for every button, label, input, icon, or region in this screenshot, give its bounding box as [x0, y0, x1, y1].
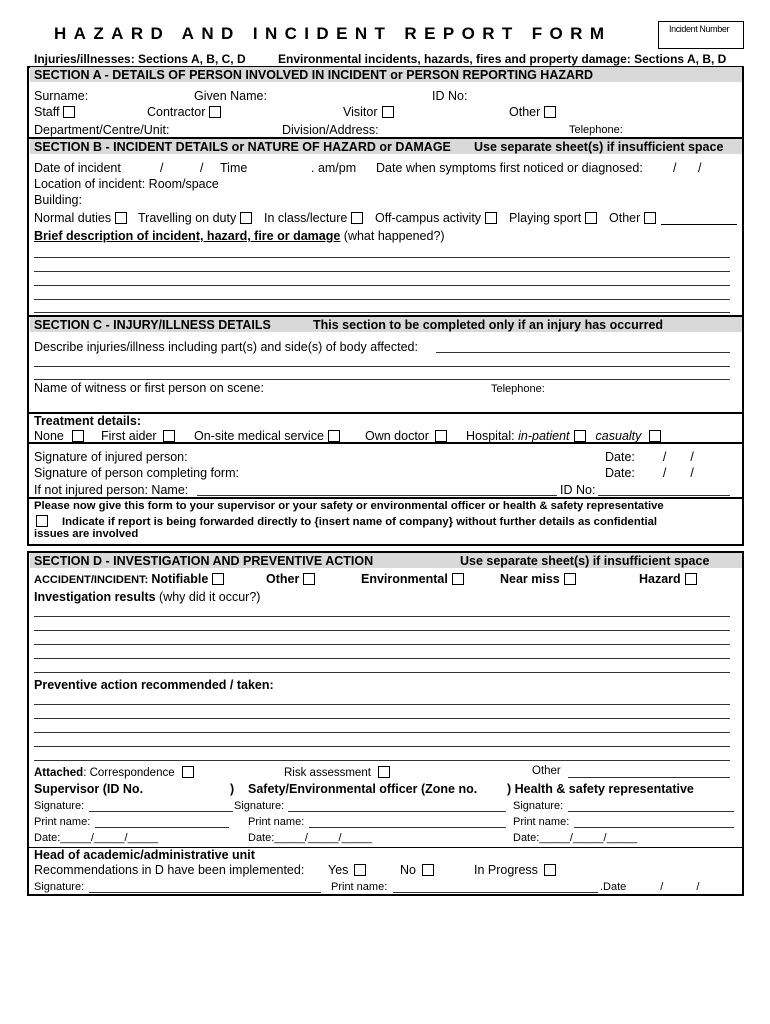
risk-option[interactable]: [284, 766, 390, 780]
own-doctor-label: Own doctor: [365, 429, 429, 443]
supervisor-close: ): [230, 782, 235, 796]
contractor-label: Contractor: [147, 105, 206, 119]
head-date: [600, 882, 699, 893]
telephone-label: Telephone:: [569, 124, 623, 136]
investigation-line[interactable]: [34, 672, 730, 673]
date-slash: /: [660, 881, 664, 893]
playing-sport-option[interactable]: [509, 212, 597, 225]
playing-sport-label: Playing sport: [509, 211, 582, 225]
off-campus-checkbox[interactable]: [485, 212, 497, 224]
given-name-label: Given Name:: [194, 89, 267, 103]
preventive-line[interactable]: [34, 704, 730, 705]
description-line[interactable]: [34, 285, 730, 286]
supervisor-label: Supervisor (ID No.: [34, 782, 144, 796]
intro-environmental: Environmental incidents, hazards, fires and property damage: Sections A, B, D: [278, 52, 727, 66]
witness-telephone-label: Telephone:: [491, 383, 545, 395]
investigation-heading: [34, 591, 260, 604]
risk-checkbox[interactable]: [378, 766, 390, 778]
safety-officer-label: Safety/Environmental officer (Zone no.: [248, 782, 478, 796]
in-progress-checkbox[interactable]: [544, 864, 556, 876]
first-aider-label: First aider: [101, 429, 157, 443]
sig-completing-date: Date: / /: [605, 466, 694, 480]
supervisor-signature-label: Signature:: [34, 800, 85, 812]
preventive-line[interactable]: [34, 760, 730, 761]
other-incident-label: Other: [609, 211, 641, 225]
section-c-header: SECTION C - INJURY/ILLNESS DETAILS: [34, 318, 271, 332]
in-class-checkbox[interactable]: [351, 212, 363, 224]
no-checkbox[interactable]: [422, 864, 434, 876]
intro-injuries: Injuries/illnesses: Sections A, B, C, D: [34, 52, 246, 66]
environmental-checkbox[interactable]: [452, 573, 464, 585]
date-label: Date:: [605, 466, 635, 480]
if-not-injured-label: If not injured person: Name:: [34, 483, 189, 497]
notice-line2: Indicate if report is being forwarded directly to {insert name of company} without further details as confidential: [62, 516, 658, 528]
describe-injuries-label: Describe injuries/illness including part(s) and side(s) of body affected:: [34, 340, 418, 354]
not-injured-id-label: ID No:: [560, 483, 596, 497]
none-checkbox[interactable]: [72, 430, 84, 442]
section-b-note: Use separate sheet(s) if insufficient space: [474, 140, 724, 154]
section-d-header: SECTION D - INVESTIGATION AND PREVENTIVE ACTION: [34, 554, 374, 568]
in-patient-checkbox[interactable]: [574, 430, 586, 442]
rep-print-line[interactable]: [574, 827, 734, 828]
correspondence-option[interactable]: [34, 766, 194, 780]
near-miss-label: Near miss: [500, 572, 560, 586]
date-slash: /: [200, 161, 204, 175]
environmental-label: Environmental: [361, 572, 448, 586]
preventive-line[interactable]: [34, 732, 730, 733]
travelling-label: Travelling on duty: [138, 211, 237, 225]
other-incident-checkbox[interactable]: [644, 212, 656, 224]
department-label: Department/Centre/Unit:: [34, 123, 170, 137]
hazard-label: Hazard: [639, 572, 681, 586]
description-line[interactable]: [34, 312, 730, 313]
date-slash: /: [698, 161, 702, 175]
head-unit-heading: Head of academic/administrative unit: [34, 848, 255, 862]
other-incident-line[interactable]: [661, 224, 737, 225]
head-print-line[interactable]: [393, 892, 598, 893]
sig-injured-label: Signature of injured person:: [34, 450, 188, 464]
description-line[interactable]: [34, 271, 730, 272]
first-aider-option[interactable]: [101, 430, 175, 443]
first-aider-checkbox[interactable]: [163, 430, 175, 442]
forward-checkbox[interactable]: [36, 515, 48, 527]
officer-signature-label: Signature:: [234, 800, 285, 812]
hospital-label: Hospital:: [466, 429, 519, 443]
in-progress-label: In Progress: [474, 863, 538, 877]
section-b-header: SECTION B - INCIDENT DETAILS or NATURE OF HAZARD or DAMAGE: [34, 140, 451, 154]
off-campus-label: Off-campus activity: [375, 211, 482, 225]
contractor-checkbox[interactable]: [209, 106, 221, 118]
supervisor-print-line[interactable]: [95, 827, 229, 828]
other-option[interactable]: [509, 106, 556, 119]
yes-checkbox[interactable]: [354, 864, 366, 876]
yes-option[interactable]: [328, 864, 366, 877]
environmental-option[interactable]: [361, 573, 464, 586]
onsite-option[interactable]: [194, 430, 340, 443]
notice-line1: Please now give this form to your supervisor or your safety or environmental officer or health & safety representative: [34, 500, 664, 512]
surname-label: Surname:: [34, 89, 89, 103]
other-type-checkbox[interactable]: [303, 573, 315, 585]
normal-duties-label: Normal duties: [34, 211, 112, 225]
recommendations-label: Recommendations in D have been implemented:: [34, 863, 305, 877]
not-injured-name-line[interactable]: [197, 495, 557, 496]
staff-option[interactable]: [34, 106, 75, 119]
rep-signature-label: Signature:: [513, 800, 564, 812]
in-class-option[interactable]: [264, 212, 363, 225]
hospital-option[interactable]: [466, 430, 661, 443]
date-slash: /: [673, 161, 677, 175]
onsite-label: On-site medical service: [194, 429, 324, 443]
date-symptoms-label: Date when symptoms first noticed or diagnosed:: [376, 161, 643, 175]
date-slash: /: [160, 161, 164, 175]
correspondence-label: : Correspondence: [83, 767, 175, 779]
own-doctor-option[interactable]: [365, 430, 447, 443]
off-campus-option[interactable]: [375, 212, 497, 225]
officer-print-label: Print name:: [248, 816, 305, 828]
rep-print-label: Print name:: [513, 816, 570, 828]
other-attached-label: Other: [532, 765, 561, 777]
onsite-checkbox[interactable]: [328, 430, 340, 442]
notifiable-checkbox[interactable]: [212, 573, 224, 585]
in-class-label: In class/lecture: [264, 211, 348, 225]
date-label: Date:: [605, 450, 635, 464]
sig-injured-date: Date: / /: [605, 450, 694, 464]
travelling-option[interactable]: [138, 212, 252, 225]
investigation-line[interactable]: [34, 658, 730, 659]
preventive-heading: Preventive action recommended / taken:: [34, 678, 274, 692]
contractor-option[interactable]: [147, 106, 221, 119]
form-title: HAZARD AND INCIDENT REPORT FORM: [54, 24, 612, 43]
officer-date[interactable]: Date:_____/_____/_____: [248, 832, 373, 844]
officer-print-line[interactable]: [309, 827, 506, 828]
visitor-option[interactable]: [343, 106, 394, 119]
rep-signature-line[interactable]: [568, 811, 734, 812]
attached-label: Attached: [34, 767, 84, 779]
what-happened-label: (what happened?): [340, 229, 445, 243]
supervisor-print-label: Print name:: [34, 816, 91, 828]
travelling-checkbox[interactable]: [240, 212, 252, 224]
not-injured-id-line[interactable]: [598, 495, 730, 496]
none-label: None: [34, 429, 64, 443]
investigation-line[interactable]: [34, 630, 730, 631]
ampm-label: . am/pm: [311, 161, 357, 175]
division-label: Division/Address:: [282, 123, 379, 137]
investigation-line[interactable]: [34, 644, 730, 645]
incident-number-box[interactable]: [658, 21, 744, 49]
head-signature-label: Signature:: [34, 881, 85, 893]
other-attached-line[interactable]: [568, 777, 730, 778]
date-of-incident-label: Date of incident: [34, 161, 121, 175]
notice-line2-row: [34, 515, 657, 528]
sig-completing-label: Signature of person completing form:: [34, 466, 239, 480]
normal-duties-checkbox[interactable]: [115, 212, 127, 224]
description-line[interactable]: [34, 299, 730, 300]
preventive-line[interactable]: [34, 718, 730, 719]
head-date-label: .Date: [600, 881, 627, 893]
near-miss-checkbox[interactable]: [564, 573, 576, 585]
describe-injuries-line[interactable]: [436, 352, 730, 353]
head-print-label: Print name:: [331, 881, 388, 893]
location-label: Location of incident: Room/space: [34, 177, 219, 191]
other-type-label: Other: [266, 572, 300, 586]
injury-line[interactable]: [34, 366, 730, 367]
officer-signature-line[interactable]: [288, 811, 506, 812]
accident-incident-label: ACCIDENT/INCIDENT:: [34, 574, 152, 586]
investigation-label: Investigation results: [34, 590, 156, 604]
section-c-note: This section to be completed only if an injury has occurred: [313, 318, 664, 332]
in-patient-label: in-patient: [518, 429, 570, 443]
section-a-header: SECTION A - DETAILS OF PERSON INVOLVED IN INCIDENT or PERSON REPORTING HAZARD: [34, 68, 594, 82]
description-line[interactable]: [34, 257, 730, 258]
visitor-checkbox[interactable]: [382, 106, 394, 118]
incident-number-label: Incident Number: [669, 24, 730, 34]
witness-label: Name of witness or first person on scene:: [34, 381, 264, 395]
section-d-note: Use separate sheet(s) if insufficient space: [460, 554, 710, 568]
casualty-checkbox[interactable]: [649, 430, 661, 442]
why-label: (why did it occur?): [155, 590, 261, 604]
brief-description-heading: [34, 230, 445, 243]
in-progress-option[interactable]: [474, 864, 556, 877]
visitor-label: Visitor: [343, 105, 378, 119]
other-type-option[interactable]: [266, 573, 315, 586]
no-option[interactable]: [400, 864, 434, 877]
own-doctor-checkbox[interactable]: [435, 430, 447, 442]
none-option[interactable]: [34, 430, 84, 443]
head-signature-line[interactable]: [89, 892, 321, 893]
yes-label: Yes: [328, 863, 349, 877]
treatment-heading: Treatment details:: [34, 414, 141, 428]
staff-label: Staff: [34, 105, 60, 119]
brief-description-label: Brief description of incident, hazard, fire or damage: [34, 229, 341, 243]
building-label: Building:: [34, 193, 82, 207]
hazard-option[interactable]: [639, 573, 697, 586]
notifiable-label: Notifiable: [151, 572, 209, 586]
staff-checkbox[interactable]: [63, 106, 75, 118]
other-label: Other: [509, 105, 541, 119]
investigation-line[interactable]: [34, 616, 730, 617]
time-label: Time: [220, 161, 248, 175]
rep-date[interactable]: Date:_____/_____/_____: [513, 832, 638, 844]
casualty-label: casualty: [595, 429, 642, 443]
hs-rep-label: ) Health & safety representative: [507, 782, 694, 796]
other-incident-option[interactable]: [609, 212, 656, 225]
supervisor-signature-line[interactable]: [89, 811, 233, 812]
preventive-line[interactable]: [34, 746, 730, 747]
injury-line[interactable]: [34, 379, 730, 380]
other-checkbox[interactable]: [544, 106, 556, 118]
id-no-label: ID No:: [432, 89, 468, 103]
normal-duties-option[interactable]: [34, 212, 127, 225]
notifiable-option[interactable]: [34, 573, 224, 586]
supervisor-date[interactable]: Date:_____/_____/_____: [34, 832, 159, 844]
hazard-checkbox[interactable]: [685, 573, 697, 585]
correspondence-checkbox[interactable]: [182, 766, 194, 778]
notice-line3: issues are involved: [34, 528, 139, 540]
near-miss-option[interactable]: [500, 573, 576, 586]
no-label: No: [400, 863, 416, 877]
date-slash: /: [696, 881, 700, 893]
risk-label: Risk assessment: [284, 767, 371, 779]
playing-sport-checkbox[interactable]: [585, 212, 597, 224]
